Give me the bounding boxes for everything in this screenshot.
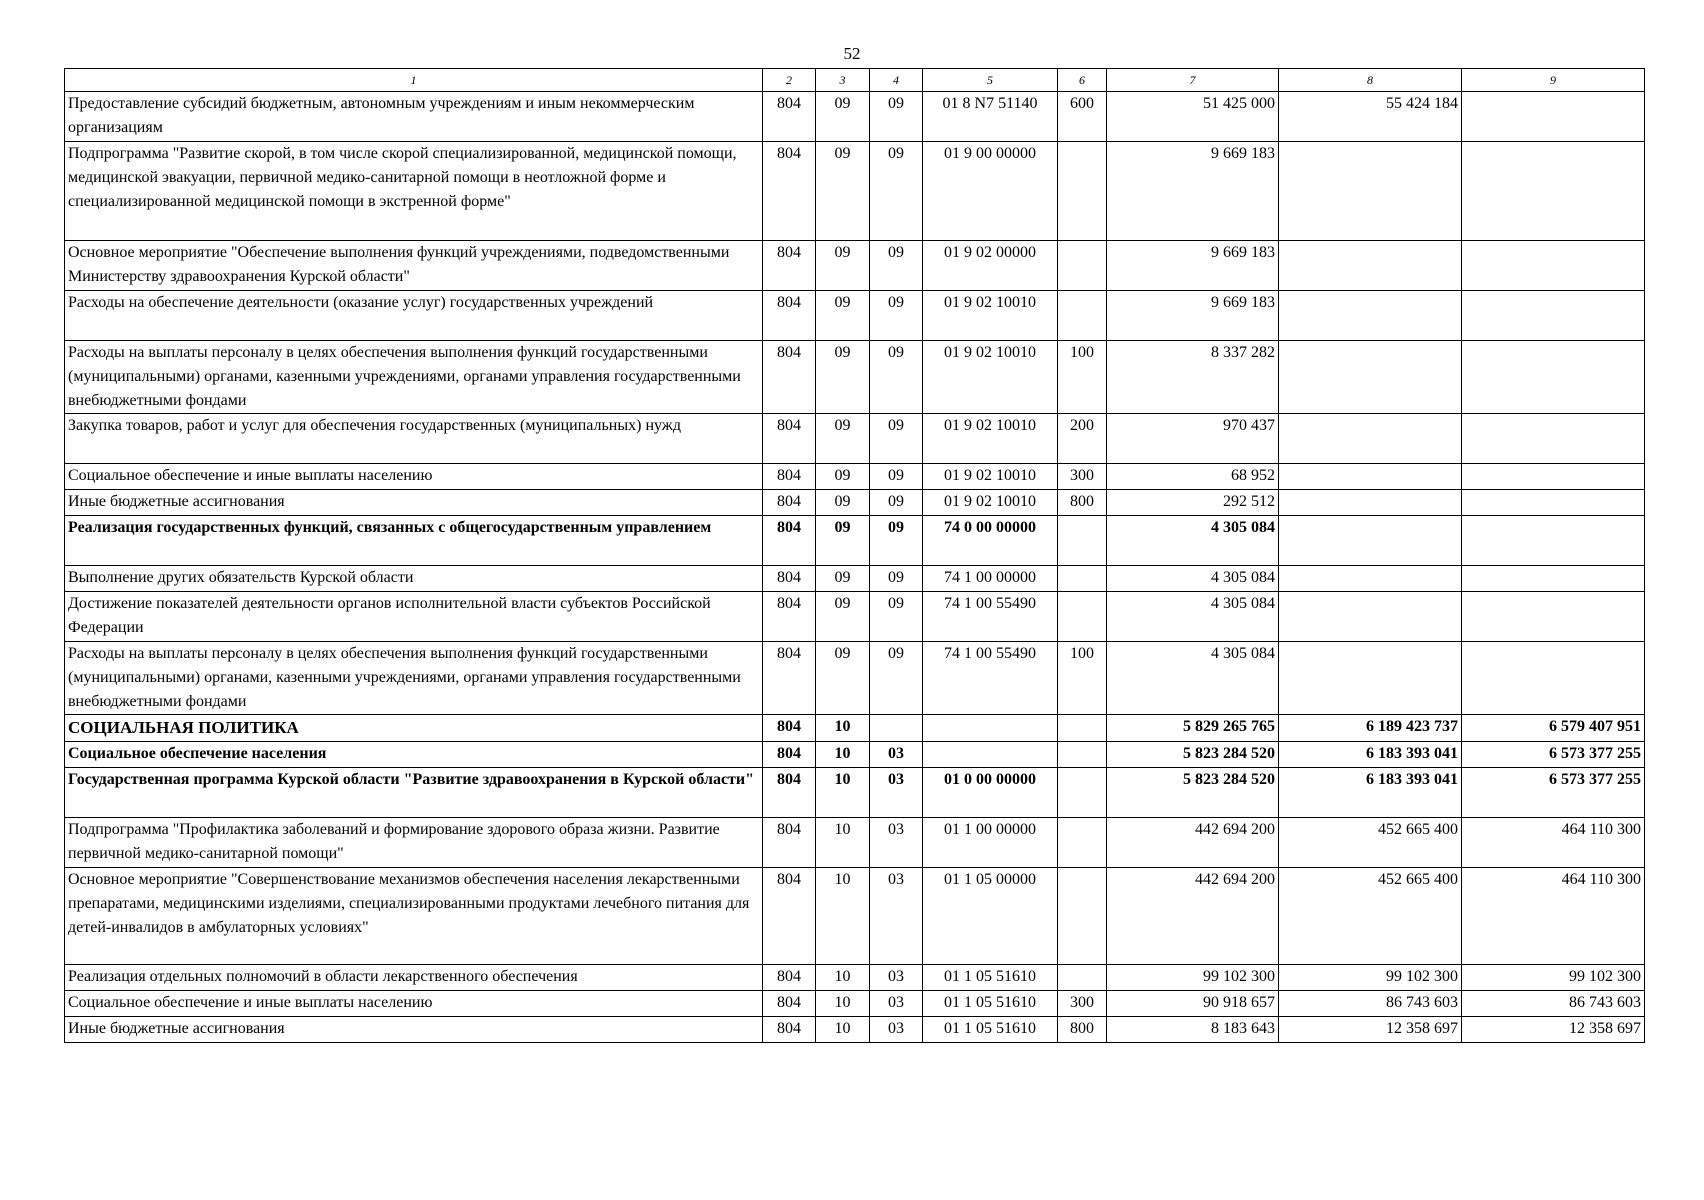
target-article-code: 01 9 02 10010 [923,341,1058,414]
amount-year-1: 5 823 284 520 [1107,767,1279,817]
expense-type-code [1058,964,1107,990]
expense-type-code [1058,767,1107,817]
table-row [65,291,1645,341]
line-item-name: СОЦИАЛЬНАЯ ПОЛИТИКА [65,715,763,742]
column-header: 1 [65,69,763,92]
section-code: 10 [816,767,870,817]
column-header: 6 [1058,69,1107,92]
expense-type-code [1058,741,1107,767]
table-row [65,92,1645,142]
line-item-name: Расходы на выплаты персоналу в целях обеспечения выполнения функций государственными (муниципальными) органами, казенными учреждениями, органами управления государственными внебюджетными фондами [65,341,763,414]
column-header: 9 [1462,69,1645,92]
amount-year-2: 6 189 423 737 [1279,715,1462,742]
subsection-code: 03 [870,990,923,1016]
target-article-code: 01 1 05 51610 [923,1016,1058,1042]
subsection-code: 09 [870,516,923,566]
table-row [65,1016,1645,1042]
amount-year-2 [1279,414,1462,464]
target-article-code: 01 9 02 10010 [923,490,1058,516]
page-number: 52 [843,44,861,63]
amount-year-3: 464 110 300 [1462,867,1645,964]
table-row [65,642,1645,715]
expense-type-code [1058,867,1107,964]
amount-year-1: 9 669 183 [1107,241,1279,291]
column-header: 7 [1107,69,1279,92]
section-code: 10 [816,715,870,742]
subsection-code: 09 [870,592,923,642]
ministry-code: 804 [763,767,816,817]
subsection-code: 09 [870,142,923,241]
amount-year-1: 442 694 200 [1107,867,1279,964]
subsection-code: 03 [870,767,923,817]
subsection-code: 09 [870,642,923,715]
line-item-name: Реализация отдельных полномочий в области лекарственного обеспечения [65,964,763,990]
section-code: 09 [816,341,870,414]
amount-year-2: 99 102 300 [1279,964,1462,990]
amount-year-1: 9 669 183 [1107,142,1279,241]
ministry-code: 804 [763,715,816,742]
table-row [65,592,1645,642]
amount-year-3: 6 573 377 255 [1462,741,1645,767]
section-code: 09 [816,642,870,715]
expense-type-code [1058,592,1107,642]
expense-type-code [1058,715,1107,742]
section-code: 09 [816,92,870,142]
expense-type-code [1058,817,1107,867]
expense-type-code: 600 [1058,92,1107,142]
table-row [65,414,1645,464]
ministry-code: 804 [763,92,816,142]
line-item-name: Реализация государственных функций, связанных с общегосударственным управлением [65,516,763,566]
amount-year-3: 99 102 300 [1462,964,1645,990]
line-item-name: Основное мероприятие "Обеспечение выполнения функций учреждениями, подведомственными Министерству здравоохранения Курской области" [65,241,763,291]
subsection-code: 09 [870,291,923,341]
table-row [65,341,1645,414]
section-code: 09 [816,241,870,291]
amount-year-2: 6 183 393 041 [1279,767,1462,817]
amount-year-3 [1462,414,1645,464]
expense-type-code [1058,241,1107,291]
table-row [65,566,1645,592]
ministry-code: 804 [763,291,816,341]
target-article-code: 01 1 05 00000 [923,867,1058,964]
amount-year-1: 5 829 265 765 [1107,715,1279,742]
amount-year-2: 55 424 184 [1279,92,1462,142]
column-header: 4 [870,69,923,92]
target-article-code: 01 0 00 00000 [923,767,1058,817]
column-number-row [65,69,1645,92]
subsection-code: 03 [870,867,923,964]
section-code: 09 [816,490,870,516]
table-row [65,516,1645,566]
subsection-code: 03 [870,1016,923,1042]
table-row [65,741,1645,767]
target-article-code: 01 9 02 10010 [923,464,1058,490]
target-article-code: 01 9 02 00000 [923,241,1058,291]
line-item-name: Социальное обеспечение населения [65,741,763,767]
column-header: 2 [763,69,816,92]
line-item-name: Иные бюджетные ассигнования [65,490,763,516]
ministry-code: 804 [763,817,816,867]
table-row [65,464,1645,490]
section-code: 09 [816,142,870,241]
expense-type-code [1058,516,1107,566]
expense-type-code: 100 [1058,341,1107,414]
ministry-code: 804 [763,741,816,767]
subsection-code: 09 [870,566,923,592]
amount-year-3 [1462,490,1645,516]
section-code: 10 [816,1016,870,1042]
subsection-code: 03 [870,964,923,990]
subsection-code [870,715,923,742]
ministry-code: 804 [763,142,816,241]
amount-year-1: 4 305 084 [1107,516,1279,566]
line-item-name: Основное мероприятие "Совершенствование механизмов обеспечения населения лекарственными препаратами, медицинскими изделиями, специализированными продуктами лечебного питания для детей-инвалидов в амбулаторных условиях" [65,867,763,964]
line-item-name: Расходы на обеспечение деятельности (оказание услуг) государственных учреждений [65,291,763,341]
expense-type-code: 300 [1058,990,1107,1016]
section-code: 10 [816,867,870,964]
subsection-code: 09 [870,92,923,142]
ministry-code: 804 [763,566,816,592]
ministry-code: 804 [763,241,816,291]
ministry-code: 804 [763,490,816,516]
ministry-code: 804 [763,516,816,566]
amount-year-3 [1462,142,1645,241]
line-item-name: Достижение показателей деятельности органов исполнительной власти субъектов Российской Федерации [65,592,763,642]
amount-year-2: 6 183 393 041 [1279,741,1462,767]
target-article-code [923,715,1058,742]
section-code: 10 [816,964,870,990]
expense-type-code [1058,291,1107,341]
amount-year-1: 9 669 183 [1107,291,1279,341]
amount-year-2 [1279,490,1462,516]
subsection-code: 09 [870,341,923,414]
amount-year-1: 8 183 643 [1107,1016,1279,1042]
table-row [65,715,1645,742]
amount-year-2 [1279,516,1462,566]
expense-type-code [1058,566,1107,592]
target-article-code: 01 1 05 51610 [923,964,1058,990]
target-article-code: 01 1 00 00000 [923,817,1058,867]
amount-year-3 [1462,92,1645,142]
table-row [65,142,1645,241]
target-article-code: 01 1 05 51610 [923,990,1058,1016]
ministry-code: 804 [763,592,816,642]
amount-year-2 [1279,642,1462,715]
subsection-code: 09 [870,241,923,291]
section-code: 09 [816,566,870,592]
amount-year-1: 442 694 200 [1107,817,1279,867]
amount-year-3 [1462,642,1645,715]
column-header: 5 [923,69,1058,92]
expense-type-code: 800 [1058,490,1107,516]
target-article-code: 74 0 00 00000 [923,516,1058,566]
amount-year-2: 452 665 400 [1279,867,1462,964]
ministry-code: 804 [763,964,816,990]
amount-year-3 [1462,464,1645,490]
line-item-name: Иные бюджетные ассигнования [65,1016,763,1042]
line-item-name: Предоставление субсидий бюджетным, автономным учреждениям и иным некоммерческим организациям [65,92,763,142]
amount-year-2: 452 665 400 [1279,817,1462,867]
amount-year-3: 6 573 377 255 [1462,767,1645,817]
table-row [65,767,1645,817]
ministry-code: 804 [763,990,816,1016]
amount-year-2 [1279,566,1462,592]
amount-year-2 [1279,142,1462,241]
ministry-code: 804 [763,867,816,964]
amount-year-1: 68 952 [1107,464,1279,490]
line-item-name: Подпрограмма "Развитие скорой, в том числе скорой специализированной, медицинской помощи, медицинской эвакуации, первичной медико-санитарной помощи в неотложной форме и специализированной медицинской помощи в экстренной форме" [65,142,763,241]
amount-year-2: 12 358 697 [1279,1016,1462,1042]
amount-year-3 [1462,592,1645,642]
amount-year-3: 6 579 407 951 [1462,715,1645,742]
section-code: 10 [816,817,870,867]
target-article-code [923,741,1058,767]
line-item-name: Государственная программа Курской области "Развитие здравоохранения в Курской области" [65,767,763,817]
amount-year-2 [1279,291,1462,341]
subsection-code: 09 [870,414,923,464]
amount-year-1: 8 337 282 [1107,341,1279,414]
amount-year-3 [1462,516,1645,566]
amount-year-2: 86 743 603 [1279,990,1462,1016]
table-row [65,964,1645,990]
expense-type-code [1058,142,1107,241]
amount-year-2 [1279,341,1462,414]
amount-year-3: 12 358 697 [1462,1016,1645,1042]
ministry-code: 804 [763,341,816,414]
amount-year-2 [1279,241,1462,291]
section-code: 09 [816,464,870,490]
line-item-name: Социальное обеспечение и иные выплаты населению [65,464,763,490]
section-code: 09 [816,291,870,341]
subsection-code: 09 [870,464,923,490]
section-code: 10 [816,741,870,767]
target-article-code: 74 1 00 55490 [923,592,1058,642]
table-row [65,817,1645,867]
target-article-code: 74 1 00 00000 [923,566,1058,592]
amount-year-1: 5 823 284 520 [1107,741,1279,767]
amount-year-1: 51 425 000 [1107,92,1279,142]
expense-type-code: 300 [1058,464,1107,490]
ministry-code: 804 [763,1016,816,1042]
table-row [65,867,1645,964]
section-code: 10 [816,990,870,1016]
column-header: 3 [816,69,870,92]
target-article-code: 01 9 02 10010 [923,291,1058,341]
table-body [65,92,1645,1043]
ministry-code: 804 [763,464,816,490]
expense-type-code: 100 [1058,642,1107,715]
amount-year-1: 90 918 657 [1107,990,1279,1016]
amount-year-1: 970 437 [1107,414,1279,464]
ministry-code: 804 [763,642,816,715]
subsection-code: 03 [870,741,923,767]
line-item-name: Подпрограмма "Профилактика заболеваний и формирование здорового образа жизни. Развитие первичной медико-санитарной помощи" [65,817,763,867]
budget-table [64,68,1645,1043]
amount-year-3: 86 743 603 [1462,990,1645,1016]
section-code: 09 [816,516,870,566]
amount-year-3 [1462,341,1645,414]
amount-year-1: 292 512 [1107,490,1279,516]
amount-year-3 [1462,291,1645,341]
amount-year-2 [1279,592,1462,642]
amount-year-1: 4 305 084 [1107,566,1279,592]
expense-type-code: 800 [1058,1016,1107,1042]
column-header: 8 [1279,69,1462,92]
amount-year-3 [1462,566,1645,592]
table-row [65,490,1645,516]
amount-year-3 [1462,241,1645,291]
line-item-name: Расходы на выплаты персоналу в целях обеспечения выполнения функций государственными (муниципальными) органами, казенными учреждениями, органами управления государственными внебюджетными фондами [65,642,763,715]
line-item-name: Социальное обеспечение и иные выплаты населению [65,990,763,1016]
amount-year-2 [1279,464,1462,490]
amount-year-1: 99 102 300 [1107,964,1279,990]
target-article-code: 01 9 02 10010 [923,414,1058,464]
target-article-code: 74 1 00 55490 [923,642,1058,715]
section-code: 09 [816,414,870,464]
line-item-name: Закупка товаров, работ и услуг для обеспечения государственных (муниципальных) нужд [65,414,763,464]
table-row [65,990,1645,1016]
table-row [65,241,1645,291]
target-article-code: 01 8 N7 51140 [923,92,1058,142]
section-code: 09 [816,592,870,642]
expense-type-code: 200 [1058,414,1107,464]
subsection-code: 09 [870,490,923,516]
amount-year-1: 4 305 084 [1107,642,1279,715]
target-article-code: 01 9 00 00000 [923,142,1058,241]
amount-year-1: 4 305 084 [1107,592,1279,642]
ministry-code: 804 [763,414,816,464]
amount-year-3: 464 110 300 [1462,817,1645,867]
subsection-code: 03 [870,817,923,867]
line-item-name: Выполнение других обязательств Курской области [65,566,763,592]
